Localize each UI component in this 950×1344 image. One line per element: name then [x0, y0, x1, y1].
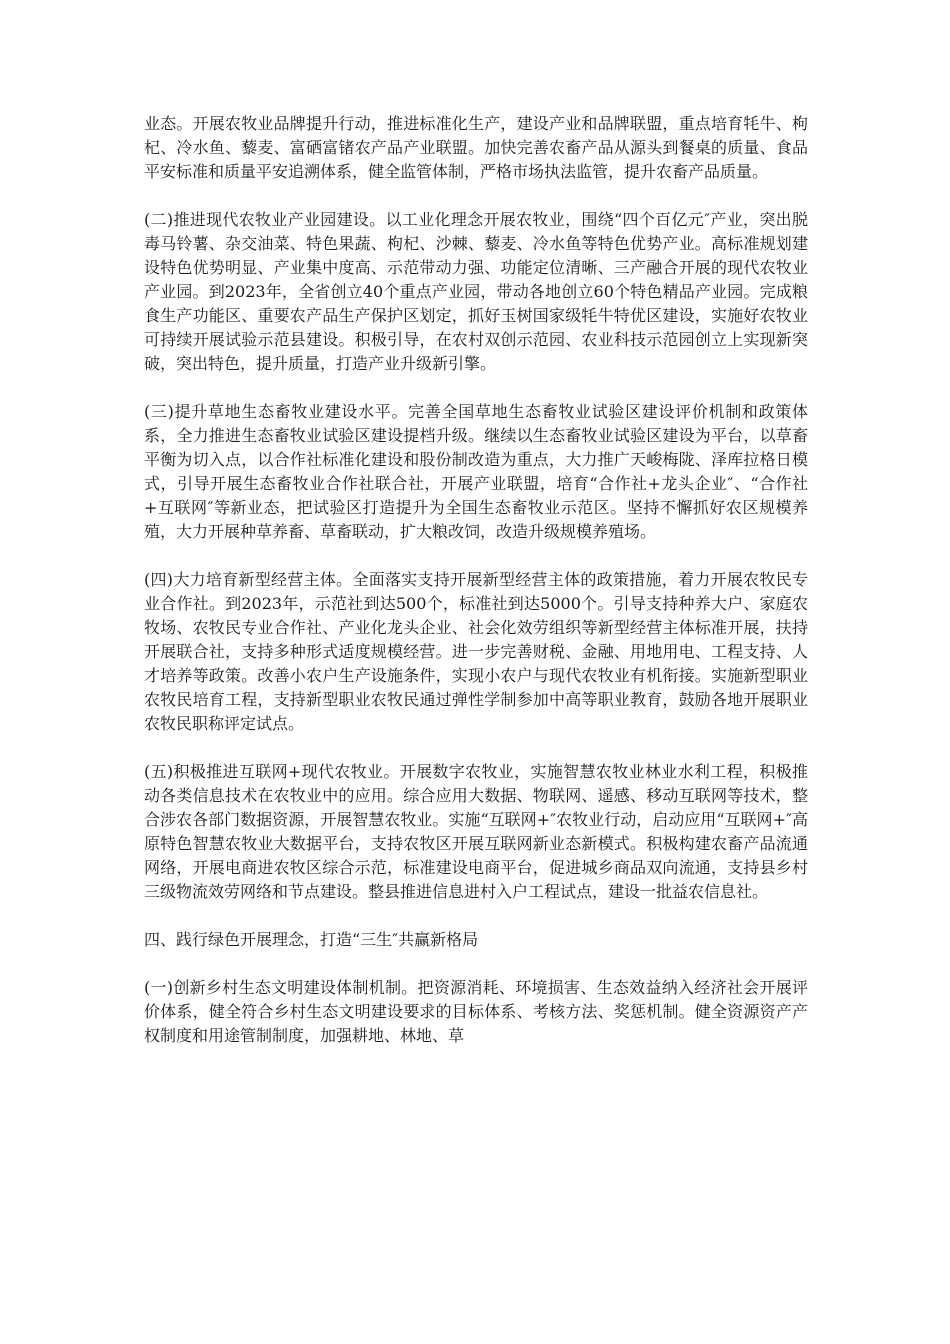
paragraph-ecological-civilization: (一)创新乡村生态文明建设体制机制。把资源消耗、环境损害、生态效益纳入经济社会开展评价体系，健全符合乡村生态文明建设要求的目标体系、考核方法、奖惩机制。健全资源资产产权制度和用途管制制度，加强耕地、林地、草	[144, 978, 808, 1045]
paragraph-industrial-park: (二)推进现代农牧业产业园建设。以工业化理念开展农牧业，围绕“四个百亿元″产业，突出脱毒马铃薯、杂交油菜、特色果蔬、枸杞、沙棘、藜麦、冷水鱼等特色优势产业。高标准规划建设特色优势明显、产业集中度高、示范带动力强、功能定位清晰、三产融合开展的现代农牧业产业园。到2023年，全省创立40个重点产业园，带动各地创立60个特色精品产业园。完成粮食生产功能区、重要农产品生产保护区划定，抓好玉树国家级牦牛特优区建设，实施好农牧业可持续开展试验示范县建设。积极引导，在农村双创示范园、农业科技示范园创立上实现新突破，突出特色，提升质量，打造产业升级新引擎。	[144, 210, 808, 373]
paragraph-new-business-entities: (四)大力培育新型经营主体。全面落实支持开展新型经营主体的政策措施，着力开展农牧民专业合作社。到2023年，示范社到达500个，标准社到达5000个。引导支持种养大户、家庭农牧场、农牧民专业合作社、产业化龙头企业、社会化效劳组织等新型经营主体标准开展，扶持开展联合社，支持多种形式适度规模经营。进一步完善财税、金融、用地用电、工程支持、人才培养等政策。改善小农户生产设施条件，实现小农户与现代农牧业有机衔接。实施新型职业农牧民培育工程，支持新型职业农牧民通过弹性学制参加中高等职业教育，鼓励各地开展职业农牧民职称评定试点。	[144, 570, 808, 733]
document-page	[144, 112, 808, 1072]
section-heading: 四、践行绿色开展理念，打造“三生″共赢新格局	[144, 930, 479, 949]
paragraph-internet-agriculture: (五)积极推进互联网+现代农牧业。开展数字农牧业，实施智慧农牧业林业水利工程，积极推动各类信息技术在农牧业中的应用。综合应用大数据、物联网、遥感、移动互联网等技术，整合涉农各部门数据资源，开展智慧农牧业。实施“互联网+″农牧业行动，启动应用“互联网+″高原特色智慧农牧业大数据平台，支持农牧区开展互联网新业态新模式。积极构建农畜产品流通网络，开展电商进农牧区综合示范，标准建设电商平台，促进城乡商品双向流通，支持县乡村三级物流效劳网络和节点建设。整县推进信息进村入户工程试点，建设一批益农信息社。	[144, 762, 808, 901]
paragraph-grassland-husbandry: (三)提升草地生态畜牧业建设水平。完善全国草地生态畜牧业试验区建设评价机制和政策体系，全力推进生态畜牧业试验区建设提档升级。继续以生态畜牧业试验区建设为平台，以草畜平衡为切入点，以合作社标准化建设和股份制改造为重点，大力推广天峻梅陇、泽库拉格日模式，引导开展生态畜牧业合作社联合社，开展产业联盟，培育“合作社+龙头企业″、“合作社+互联网″等新业态，把试验区打造提升为全国生态畜牧业示范区。坚持不懈抓好农区规模养殖，大力开展种草养畜、草畜联动，扩大粮改饲，改造升级规模养殖场。	[144, 402, 808, 541]
paragraph-brand: 业态。开展农牧业品牌提升行动，推进标准化生产，建设产业和品牌联盟，重点培育牦牛、枸杞、冷水鱼、藜麦、富硒富锗农产品产业联盟。加快完善农畜产品从源头到餐桌的质量、食品平安标准和质量平安追溯体系，健全监管体制，严格市场执法监管，提升农畜产品质量。	[144, 114, 808, 181]
